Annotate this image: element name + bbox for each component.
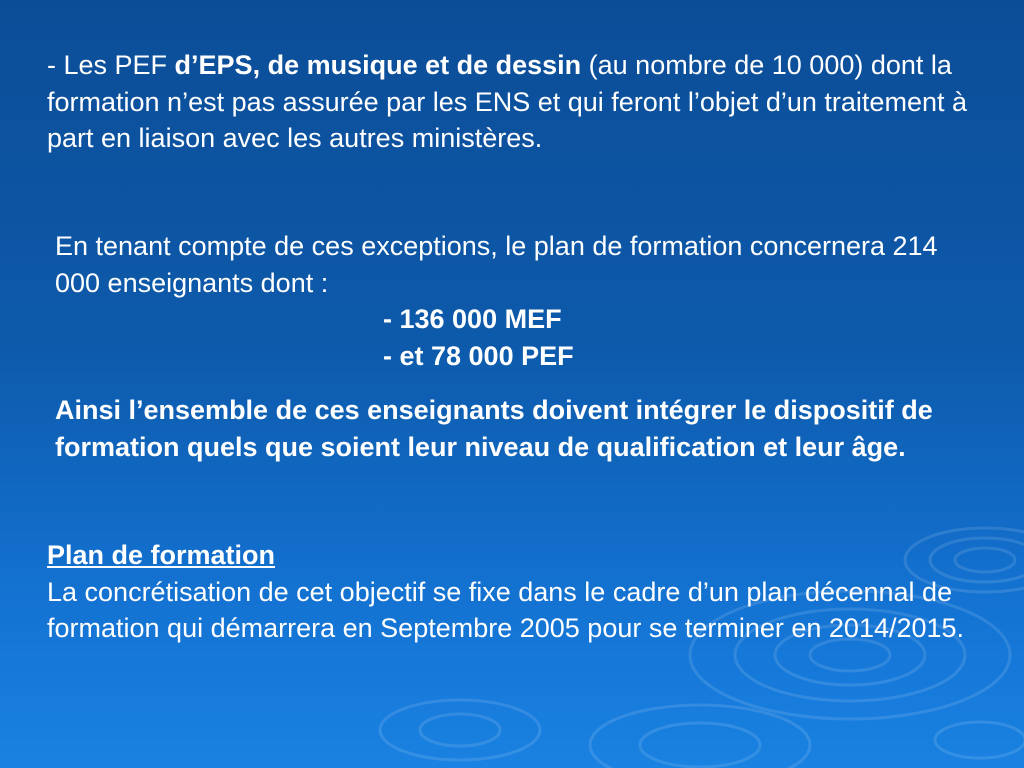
training-plan-scope-paragraph <box>55 228 985 374</box>
training-plan-section <box>47 537 977 647</box>
pef-count-item: - et 78 000 PEF <box>383 340 574 371</box>
para1-prefix: - Les PEF <box>47 50 175 80</box>
para1-bold-subjects: d’EPS, de musique et de dessin <box>174 50 582 80</box>
training-plan-heading: Plan de formation <box>47 540 276 570</box>
pef-exception-paragraph <box>47 47 977 157</box>
scope-intro-text: En tenant compte de ces exceptions, le plan de formation concernera 214 000 enseignants dont : <box>55 231 938 298</box>
para1-suffix: (au nombre de 10 000) dont la formation n’est pas assurée par les ENS et qui feront l’objet d’un traitement à part en liaison avec les autres ministères. <box>47 50 967 153</box>
all-teachers-paragraph: Ainsi l’ensemble de ces enseignants doivent intégrer le dispositif de formation quels que soient leur niveau de qualification et leur âge. <box>55 395 933 462</box>
mef-count-item: - 136 000 MEF <box>383 304 562 334</box>
training-plan-body: La concrétisation de cet objectif se fixe dans le cadre d’un plan décennal de formation qui démarrera en Septembre 2005 pour se terminer en 2014/2015. <box>47 576 965 643</box>
